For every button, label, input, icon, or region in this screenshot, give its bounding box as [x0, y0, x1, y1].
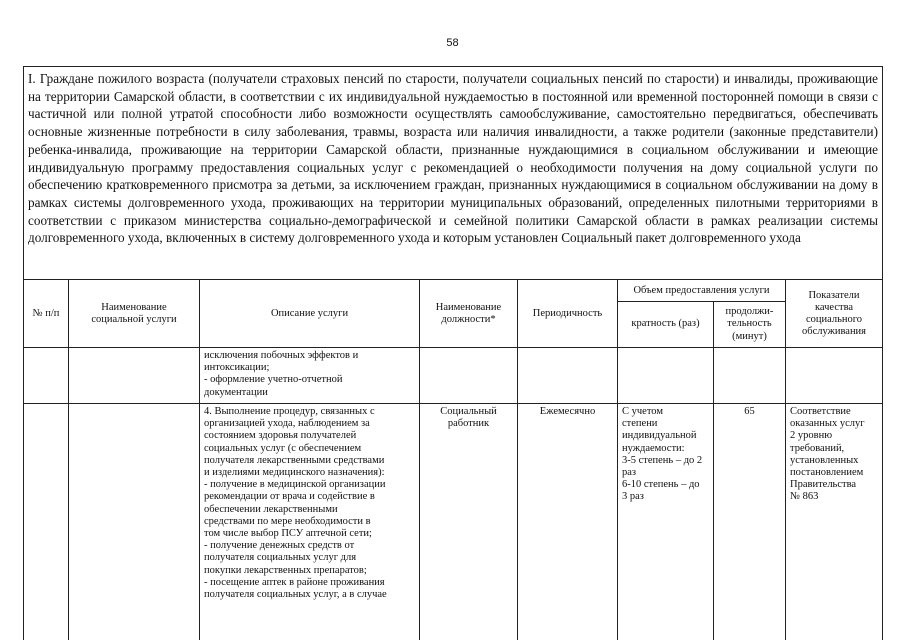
header-number: № п/п: [32, 307, 60, 319]
header-service-name: Наименование социальной услуги: [91, 301, 177, 325]
description-line: получателя лекарственными средствами: [204, 454, 385, 466]
header-periodicity: Периодичность: [532, 307, 603, 319]
description-line: и изделиями медицинского назначения):: [204, 467, 385, 479]
description-line: получателя социальных услуг для: [204, 552, 357, 564]
header-duration: продолжи-тельность (минут): [725, 306, 774, 342]
row-divider: [24, 403, 882, 404]
quality-line: оказанных услуг: [790, 418, 865, 430]
frequency-line: раз: [622, 467, 637, 479]
frequency-line: нуждаемости:: [622, 442, 685, 454]
section-heading-text: I. Граждане пожилого возраста (получатели страховых пенсий по старости, получатели социальных пенсий по старости) и инвалиды, проживающие на территории Самарской области, в соответствии с их индивидуальной нуждаемостью в постоянной или временной посторонней помощи в связи с частичной или полной утратой способности либо возможности осуществлять самообслуживание, самостоятельно передвигаться, обеспечивать основные жизненные потребности в силу заболевания, травмы, возраста или наличия инвалидности, а также родители (законные представители) ребенка-инвалида, проживающие на территории Самарской области, признанные нуждающимися в социальном обслуживании и имеющие индивидуальную программу предоставления социальных услуг с рекомендацией о необходимости получения на дому социальной услуги по обеспечению кратковременного присмотра за детьми, за исключением граждан, признанных нуждающимися в социальном обслуживании на дому в рамках системы долговременного ухода, проживающих на территории муниципальных образований, определенных пилотными территориями в соответствии с приказом министерства социально-демографической и семейной политики Самарской области в рамках реализации системы долговременного ухода, включенных в систему долговременного ухода и которым установлен Социальный пакет долговременного ухода: [28, 71, 878, 246]
description-line: - посещение аптек в районе проживания: [204, 576, 385, 588]
row-2-periodicity: Ежемесячно: [539, 406, 596, 417]
description-line: рекомендации от врача и содействие в: [204, 491, 375, 503]
header-position: Наименование должности*: [435, 301, 502, 325]
frequency-line: индивидуальной: [622, 430, 697, 442]
header-frequency: кратность (раз): [631, 318, 700, 330]
quality-line: требований,: [790, 442, 845, 454]
frequency-line: степени: [622, 418, 658, 430]
header-quality: Показатели качества социального обслуживания: [801, 289, 867, 338]
description-line: документации: [204, 386, 268, 398]
quality-line: Правительства: [790, 479, 857, 491]
header-volume-group: Объем предоставления услуги: [633, 284, 770, 296]
col-divider-6: [713, 301, 714, 640]
section-heading: [24, 67, 882, 280]
quality-line: установленных: [790, 454, 859, 466]
frequency-line: 3-5 степень – до 2: [622, 454, 703, 466]
description-line: - получение в медицинской организации: [204, 479, 386, 491]
row-2-duration: 65: [744, 406, 755, 417]
row-2-description: [204, 406, 418, 601]
description-line: социальных услуг (с обеспечением: [204, 442, 362, 454]
quality-line: № 863: [790, 491, 819, 503]
description-line: организацией ухода, наблюдением за: [204, 418, 370, 430]
quality-line: 2 уровню: [790, 430, 833, 442]
description-line: том числе выбор ПСУ аптечной сети;: [204, 528, 372, 540]
description-line: - получение денежных средств от: [204, 540, 355, 552]
header-bottom-border: [24, 347, 882, 348]
page-number: 58: [446, 37, 459, 49]
description-line: получателя социальных услуг, а в случае: [204, 589, 387, 601]
services-table: [23, 66, 883, 640]
quality-line: постановлением: [790, 467, 864, 479]
row-2-frequency: [622, 406, 713, 504]
description-line: 4. Выполнение процедур, связанных с: [204, 406, 375, 417]
description-line: средствами по мере необходимости в: [204, 515, 371, 527]
row-2-position: Социальный работник: [440, 406, 497, 430]
description-line: интоксикации;: [204, 362, 270, 374]
row-2-quality: [790, 406, 882, 504]
frequency-line: 6-10 степень – до: [622, 479, 700, 491]
description-line: состоянием здоровья получателей: [204, 430, 357, 442]
quality-line: Соответствие: [790, 406, 851, 417]
description-line: обеспечении лекарственными: [204, 503, 338, 515]
row-1-description: [204, 350, 418, 399]
frequency-line: 3 раз: [622, 491, 644, 503]
header-description: Описание услуги: [270, 307, 349, 319]
frequency-line: С учетом: [622, 406, 663, 417]
description-line: исключения побочных эффектов и: [204, 350, 359, 361]
description-line: - оформление учетно-отчетной: [204, 374, 343, 386]
description-line: покупки лекарственных препаратов;: [204, 564, 367, 576]
